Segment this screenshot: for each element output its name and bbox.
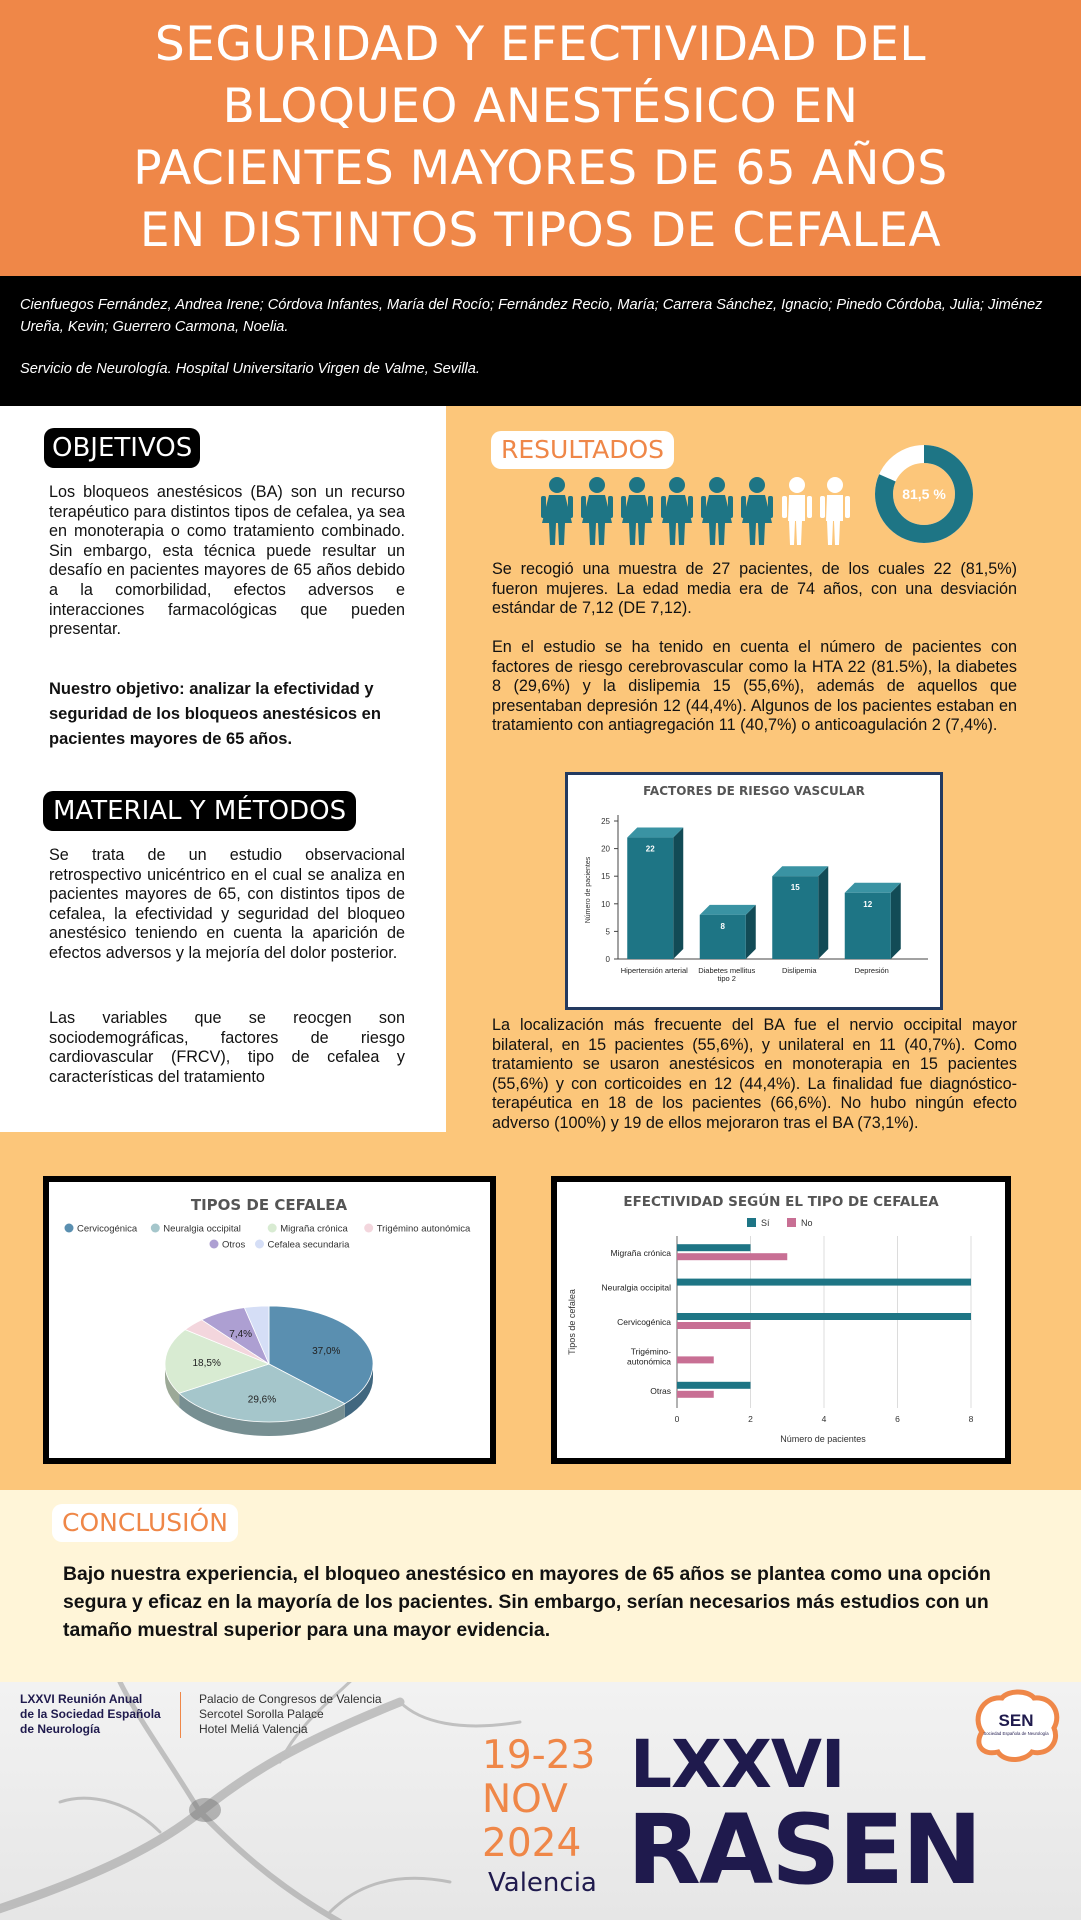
meeting-line: de la Sociedad Española [20,1707,161,1721]
bar-value-label: 8 [720,921,725,931]
venue-line: Palacio de Congresos de Valencia [199,1692,382,1706]
legend-label: Otros [222,1239,246,1251]
conclusion-text: Bajo nuestra experiencia, el bloqueo anestésico en mayores de 65 años se plantea como una opción segura y eficaz en la mayoría de los pacientes. Sin embargo, serían necesarios más estudios con un tamaño muestral superior para una mayor evidencia. [63,1563,991,1641]
category-label: Diabetes mellitus [698,966,756,975]
y-tick-label: 20 [601,844,610,854]
bar-value-label: 12 [863,899,873,909]
bar-side [818,866,828,959]
patient-pictogram [540,476,858,546]
bar-side [673,828,683,959]
legend-swatch [151,1224,160,1233]
event-name: RASEN [627,1794,981,1906]
x-tick-label: 6 [895,1414,900,1424]
bar [677,1382,751,1389]
title-line: BLOQUEO ANESTÉSICO EN [222,79,859,134]
footer [0,1682,1081,1920]
event-dates [482,1734,595,1866]
woman-icon [621,477,653,545]
legend-swatch [210,1240,219,1249]
woman-icon [541,477,573,545]
woman-icon [661,477,693,545]
category-label: autonómica [627,1356,671,1367]
bar-value-label: 15 [790,883,800,893]
x-tick-label: 2 [748,1414,753,1424]
venue-line: Sercotel Sorolla Palace [199,1707,324,1721]
resultados-p2: En el estudio se ha tenido en cuenta el número de pacientes con factores de riesgo cerebrovascular como la HTA 22 (81.5%), la diabetes 8 (29,6%) y la dislipemia 15 (55,6%), además de aquellos que presentaban depresión 12 (44,4%). Algunos de los pacientes estaban en tratamiento con antiagregación 11 (40,7%) o anticoagulación 2 (7,4%). [492,638,1017,735]
metodos-heading: MATERIAL Y MÉTODOS [43,791,356,831]
x-tick-label: 8 [968,1414,974,1424]
poster-header [0,0,1081,276]
venue-list [199,1692,382,1737]
objetivos-heading: OBJETIVOS [44,428,200,468]
author-list: Cienfuegos Fernández, Andrea Irene; Córdova Infantes, María del Rocío; Fernández Recio, María; Carrera Sánchez, Ignacio; Pinedo Córdoba, Julia; Jiménez Ureña, Kevin; Guerrero Carmona, Noelia. [20,297,1043,335]
pie-data-label: 29,6% [247,1394,277,1406]
y-tick-label: 5 [605,927,610,937]
bar-value-label: 22 [645,844,655,854]
category-label: Hipertensión arterial [620,966,688,975]
resultados-p1: Se recogió una muestra de 27 pacientes, de los cuales 22 (81,5%) fueron mujeres. La edad media era de 74 años, con una desviación estándar de 7,12 (DE 7,12). [492,560,1017,618]
metodos-text-1: Se trata de un estudio observacional retrospectivo unicéntrico en el cual se analiza en pacientes mayores de 65, con distintos tipos de cefalea, la efectividad y seguridad del bloqueo anestésico teniendo en cuenta la aparición de efectos adversos y la mejoría del dolor posterior. [49,846,405,962]
bar [627,838,673,959]
chart-title: FACTORES DE RIESGO VASCULAR [643,784,865,798]
man-icon [782,477,812,545]
meeting-name [20,1692,161,1737]
cefalea-types-chart-frame [43,1176,496,1464]
affiliation: Servicio de Neurología. Hospital Universitario Virgen de Valme, Sevilla. [20,361,480,377]
y-axis-label: Número de pacientes [585,856,592,924]
pie-data-label: 7,4% [229,1328,253,1340]
category-label: Depresión [854,966,889,975]
bar [677,1391,714,1398]
chart-title: EFECTIVIDAD SEGÚN EL TIPO DE CEFALEA [623,1194,939,1210]
bar [677,1322,751,1329]
y-axis-label: Tipos de cefalea [567,1289,577,1355]
objetivos-goal: Nuestro objetivo: analizar la efectividad y seguridad de los bloqueos anestésicos en pacientes mayores de 65 años. [49,680,381,748]
title-line: EN DISTINTOS TIPOS DE CEFALEA [139,203,942,258]
title-line: SEGURIDAD Y EFECTIVIDAD DEL [154,17,927,72]
category-label: Dislipemia [781,966,817,975]
legend-swatch [268,1224,277,1233]
date-line: 19-23 [482,1733,596,1778]
bar [677,1244,751,1251]
pie-data-label: 37,0% [312,1346,341,1358]
date-line: NOV [482,1777,568,1822]
woman-icon [701,477,733,545]
legend-label: Neuralgia occipital [163,1223,241,1235]
category-label: Neuralgia occipital [601,1282,671,1293]
y-tick-label: 0 [605,955,610,964]
woman-icon [581,477,613,545]
objetivos-text: Los bloqueos anestésicos (BA) son un recurso terapéutico para distintos tipos de cefalea, ya sea en monoterapia o como tratamiento combinado. Sin embargo, esta técnica puede resultar un desafío en pacientes mayores de 65 años debido a la comorbilidad, efectos adversos e interacciones farmacológicas que pueden presentar. [49,483,405,639]
pie-data-label: 18,5% [192,1358,221,1370]
legend-swatch [747,1218,756,1227]
poster-title [60,14,1021,262]
legend-label: Sí [761,1218,770,1228]
chart-title: TIPOS DE CEFALEA [190,1196,348,1214]
vascular-risk-chart [568,775,940,1007]
legend-swatch [787,1218,796,1227]
sen-logo-icon [968,1688,1064,1764]
female-percentage-donut [873,443,975,545]
legend-label: Migraña crónica [280,1223,348,1235]
legend-label: Cefalea secundaria [267,1239,350,1251]
legend-label: No [801,1218,813,1228]
authors-band [0,276,1081,406]
x-tick-label: 4 [821,1414,827,1424]
woman-icon [741,477,773,545]
legend-label: Cervicogénica [77,1223,138,1235]
category-label: tipo 2 [717,974,736,983]
meeting-line: de Neurología [20,1722,101,1736]
resultados-heading: RESULTADOS [491,431,674,469]
sen-logo-sub: Sociedad Española de Neurología [983,1731,1049,1736]
metodos-text-2: Las variables que se reocgen son sociodemográficas, factores de riesgo cardiovascular (FRCV), tipo de cefalea y características del tratamiento [49,1009,405,1086]
x-tick-label: 0 [674,1414,680,1424]
bar [677,1253,787,1260]
event-edition: LXXVI [630,1726,845,1803]
y-tick-label: 10 [601,899,610,909]
y-tick-label: 15 [601,872,610,882]
man-icon [820,477,850,545]
resultados-p3: La localización más frecuente del BA fue el nervio occipital mayor bilateral, en 15 pacientes (55,6%), y unilateral en 11 (40,7%). Como tratamiento se usaron anestésicos en monoterapia en 15 pacientes (55,6%) y con corticoides en 12 (44,4%). La finalidad fue diagnóstico-terapéutica en 18 de los pacientes (66,6%). No hubo ningún efecto adverso (100%) y 19 de ellos mejoraron tras el BA (73,1%). [492,1016,1017,1132]
bar [677,1356,714,1363]
legend-swatch [255,1240,264,1249]
x-axis-label: Número de pacientes [780,1434,866,1444]
y-tick-label: 25 [601,817,610,826]
meeting-line: LXXVI Reunión Anual [20,1692,143,1706]
category-label: Trigémino- [630,1346,671,1357]
conclusion-heading: CONCLUSIÓN [52,1504,238,1542]
sen-logo-text: SEN [998,1711,1034,1730]
legend-swatch [364,1224,373,1233]
effectiveness-chart-frame [551,1176,1011,1464]
title-line: PACIENTES MAYORES DE 65 AÑOS [133,141,948,196]
footer-divider [180,1692,181,1738]
cefalea-types-chart [49,1182,490,1458]
category-label: Migraña crónica [610,1248,671,1259]
legend-swatch [65,1224,74,1233]
bar-side [891,883,901,959]
bar [677,1279,971,1286]
donut-label: 81,5 % [902,486,946,502]
event-city: Valencia [488,1868,597,1898]
venue-line: Hotel Meliá Valencia [199,1722,308,1736]
vascular-risk-chart-frame [565,772,943,1010]
category-label: Cervicogénica [617,1317,671,1327]
effectiveness-chart [557,1182,1005,1458]
date-line: 2024 [482,1821,582,1866]
legend-label: Trigémino autonómica [376,1223,471,1235]
category-label: Otras [650,1385,671,1396]
bar [677,1313,971,1320]
